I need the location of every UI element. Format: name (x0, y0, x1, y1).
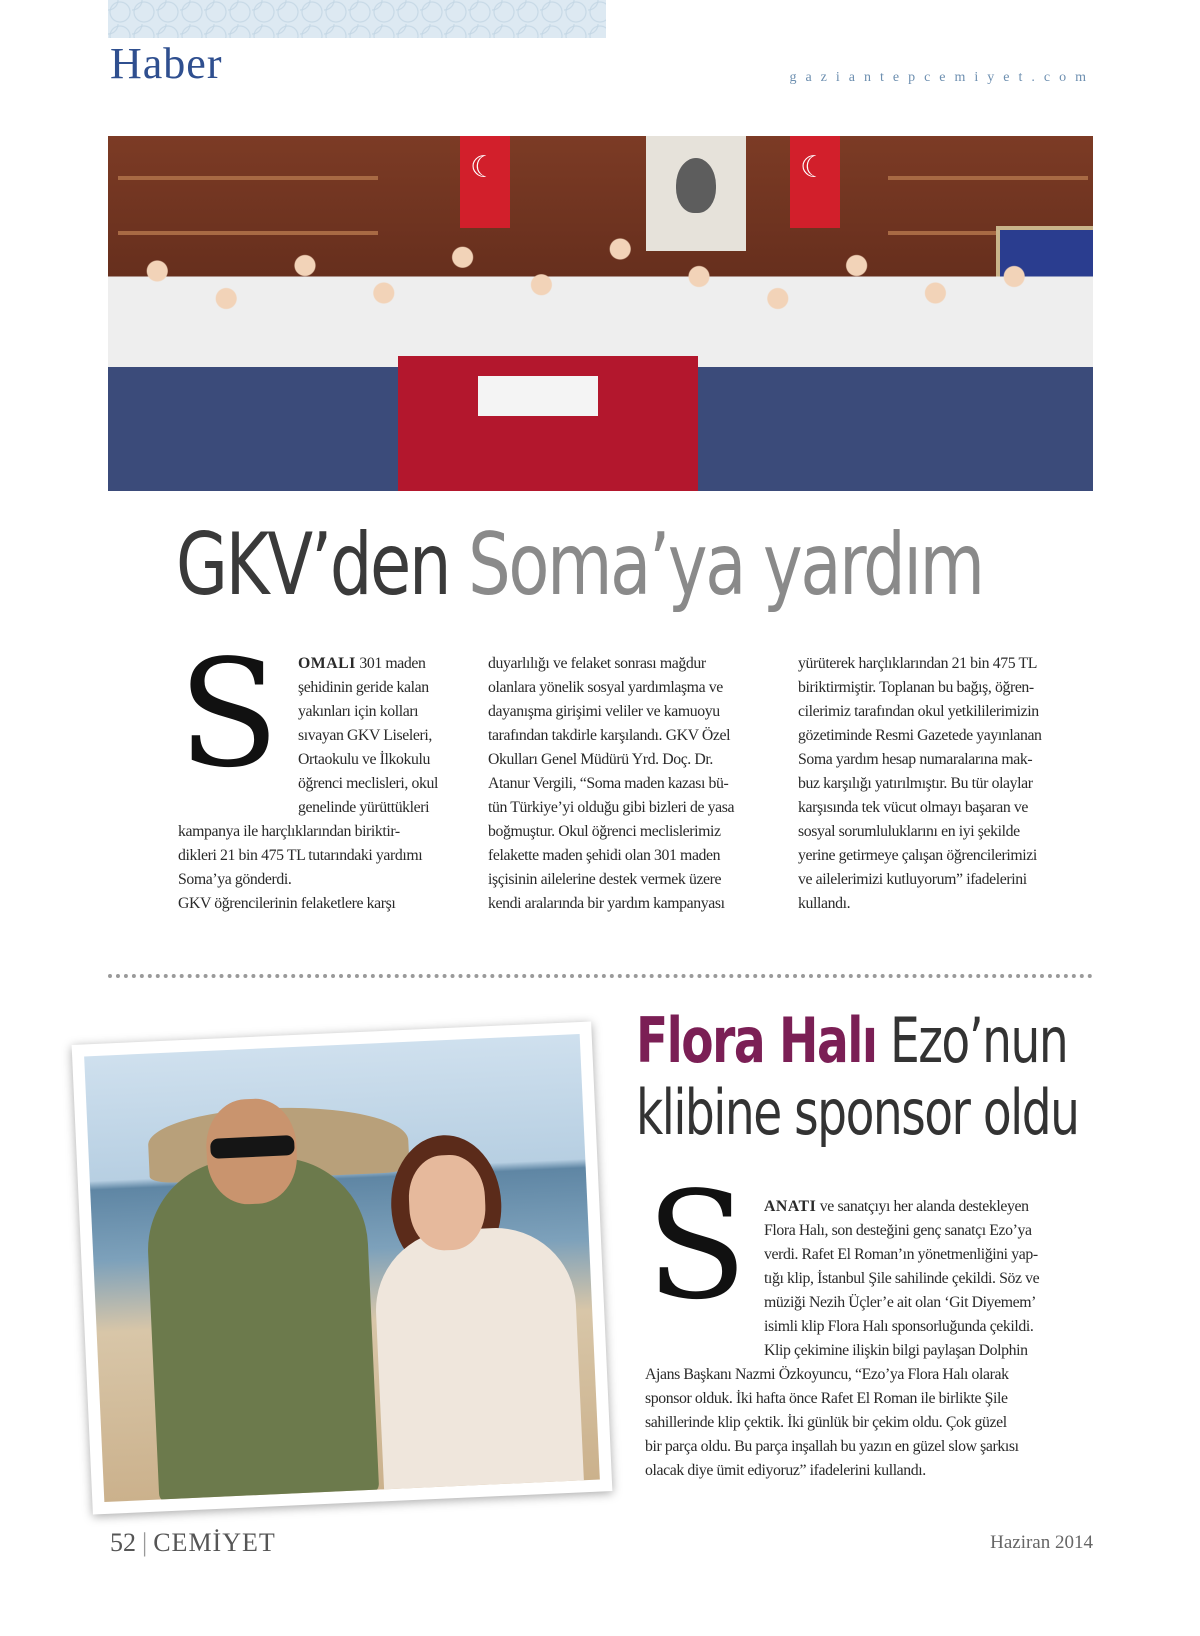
article-headline (176, 515, 983, 615)
drop-cap: S (178, 628, 280, 800)
magazine-name: CEMİYET (153, 1528, 276, 1557)
group-photo-students (108, 136, 1093, 491)
article-column-1: OMALI 301 maden şehidinin geride kalan yakınları için kolları sıvayan GKV Liseleri, Ortaokulu ve İlkokulu öğrenci meclisleri, okul genelinde yürüttükleri kampanya ile harçlıklarından biriktir- dikleri 21 bin 475 TL tutarındaki yardımı Soma’ya gönderdi. GKV öğrencilerinin felaketlere karşı (178, 655, 438, 912)
page-number: 52 (110, 1528, 136, 1557)
site-url: gaziantepcemiyet.com (789, 70, 1095, 85)
headline-brand: Flora Halı (636, 1004, 877, 1077)
photo-couple-beach (84, 1034, 600, 1502)
drop-cap-2: S (646, 1160, 748, 1332)
decorative-pattern-band (108, 0, 606, 38)
article-column-3: yürüterek harçlıklarından 21 bin 475 TL biriktirmiştir. Toplanan bu bağış, öğren- cilerimiz tarafından okul yetkililerimizin gözetiminde Resmi Gazetede yayınlanan Soma yardım hesap numaralarına mak- buz karşılığı yatırılmıştır. Bu tür olaylar karşısında tek vücut olmayı başaran ve sosyal sorumluluklarını en iyi şekilde yerine getirmeye çalışan öğrencilerimizi ve ailelerimizi kutluyorum” ifadelerini kullandı. (798, 655, 1042, 912)
issue-date: Haziran 2014 (990, 1532, 1093, 1553)
headline-part-1: GKV’den (176, 515, 450, 615)
article2-headline: Flora Halı Ezo’nun klibine sponsor oldu (636, 1004, 1079, 1149)
lead-word: OMALI (298, 655, 356, 672)
photo-frame-ezo (72, 1021, 613, 1514)
page-footer-left: 52 | CEMİYET (110, 1528, 276, 1557)
section-label: Haber (110, 39, 223, 88)
headline-part-2: Soma’ya yardım (468, 515, 983, 615)
article-column-2: duyarlılığı ve felaket sonrası mağdur olanlara yönelik sosyal yardımlaşma ve dayanışma girişimi veliler ve kamuoyu tarafından takdirle karşılandı. GKV Özel Okulları Genel Müdürü Yrd. Doç. Dr. Atanur Vergili, “Soma maden kazası bü- tün Türkiye’yi olduğu gibi bizleri de yasa boğmuştur. Okul öğrenci meclislerimiz felakette maden şehidi olan 301 maden işçisinin ailelerine destek vermek üzere kendi aralarında bir yardım kampanyası (488, 655, 735, 912)
article2-body: ANATI ve sanatçıyı her alanda destekleyen Flora Halı, son desteğini genç sanatçı Ezo’ya verdi. Rafet El Roman’ın yönetmenliğini yap- tığı klip, İstanbul Şile sahilinde çekildi. Söz ve müziği Nezih Üçler’e ait olan ‘Git Diyemem’ isimli klip Flora Halı sponsorluğunda çekildi. Klip çekimine ilişkin bilgi paylaşan Dolphin Ajans Başkanı Nazmi Özkoyuncu, “Ezo’ya Flora Halı olarak sponsor olduk. İki hafta önce Rafet El Roman ile birlikte Şile sahillerinde klip çektik. İki günlük bir çekim oldu. Çok güzel bir parça oldu. Bu parça inşallah bu yazın en güzel slow şarkısı olacak diye ümit ediyoruz” ifadelerini kullandı. (645, 1198, 1040, 1479)
dotted-divider (108, 974, 1093, 978)
lead-word-2: ANATI (764, 1198, 817, 1215)
